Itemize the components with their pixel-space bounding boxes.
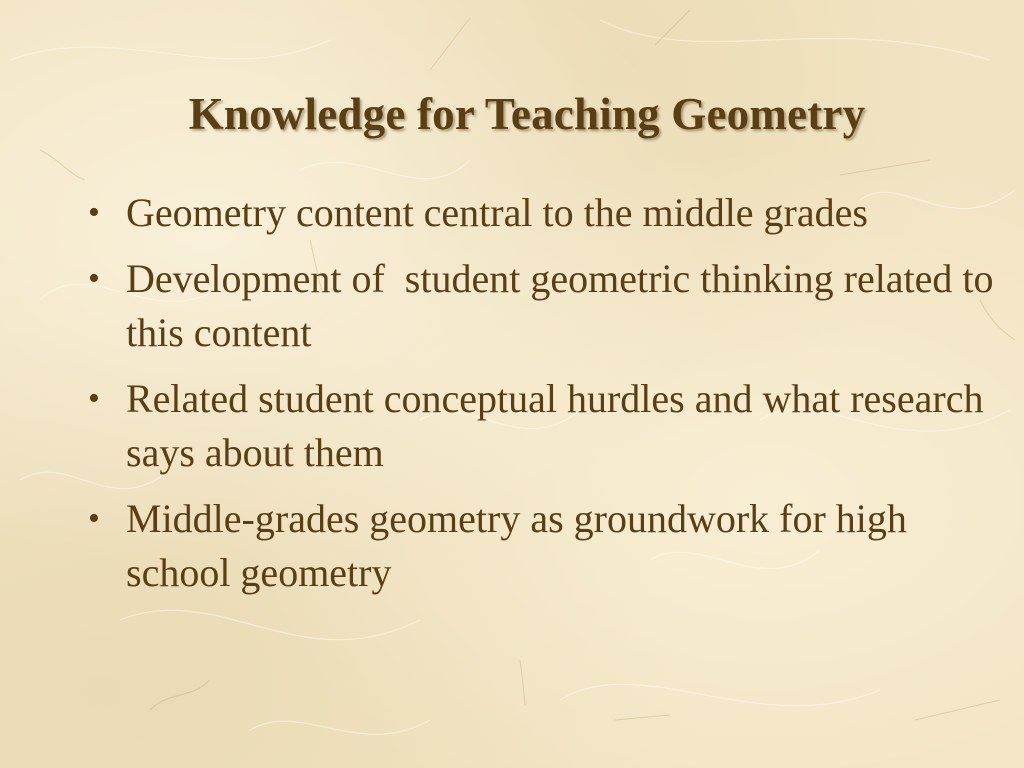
bullet-list xyxy=(86,186,1006,612)
bullet-text: Development of student geometric thinking related to this content xyxy=(126,256,1004,355)
bullet-dot-icon: • xyxy=(88,380,100,417)
slide-title: Knowledge for Teaching Geometry xyxy=(188,89,866,139)
bullet-dot-icon: • xyxy=(88,260,100,297)
bullet-item xyxy=(86,372,1006,480)
bullet-item xyxy=(86,186,1006,240)
bullet-dot-icon: • xyxy=(88,194,100,231)
bullet-item xyxy=(86,252,1006,360)
bullet-dot-icon: • xyxy=(88,500,100,537)
bullet-item xyxy=(86,492,1006,600)
bullet-text: Middle-grades geometry as groundwork for high school geometry xyxy=(126,496,907,595)
bullet-text: Related student conceptual hurdles and what research says about them xyxy=(126,376,984,475)
bullet-text: Geometry content central to the middle grades xyxy=(126,190,868,235)
